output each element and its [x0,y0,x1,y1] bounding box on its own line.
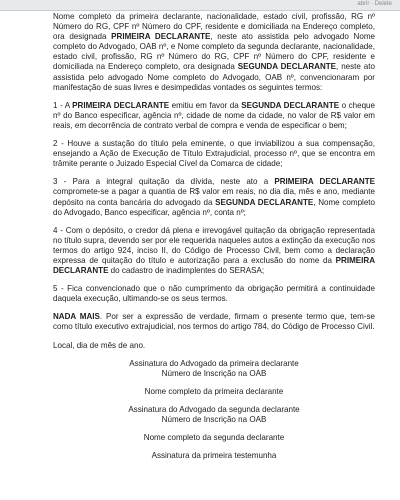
clause-2: 2 - Houve a sustação do título pela eminente, o que inviabilizou a sua compensação, ensejando a Ação de Execução de Título Extrajudicial, processo nº, que se encontra em trâmite perante o Juizado Especial Cível da Comarca de cidade; [53,139,375,169]
intro-bold-second: SEGUNDA DECLARANTE [237,62,337,72]
clause-3-bold-first: PRIMEIRA DECLARANTE [274,177,375,187]
document-body [53,12,375,469]
intro-text-a: Nome completo da primeira declarante, nacionalidade, estado civil, profissão, RG nº Número do RG, CPF nº Número do CPF, residente e domiciliada na Endereço completo, ora designada [53,12,375,42]
clause-4-bold-first: PRIMEIRA DECLARANTE [53,255,375,276]
signature-block-first-witness [53,451,375,461]
signature-first-declarant-name: Nome completo da primeira declarante [144,386,284,396]
signature-lawyer-first-line: Assinatura do Advogado da primeira declarante [129,358,299,368]
intro-bold-first: PRIMEIRA DECLARANTE [111,32,211,42]
intro-paragraph [53,12,375,93]
closing-text: . Por ser a expressão de verdade, firmam o presente termo que, tem-se como título executivo extrajudicial, nos termos do artigo 784, do Código de Processo Civil. [53,312,375,332]
clause-3-text-d: , Nome completo do Advogado, Banco especificar, agência nº, conta nº; [53,197,376,217]
signature-first-witness: Assinatura da primeira testemunha [151,450,277,460]
signature-lawyer-second-line: Assinatura do Advogado da segunda declarante [128,404,300,414]
clause-1 [53,101,375,131]
local-date: Local, dia de mês de ano. [53,340,146,350]
clause-3-text-a: 3 - Para a integral quitação da dívida, neste ato a [53,177,275,187]
clause-4-text-d: do cadastro de inadimplentes do SERASA; [108,266,265,276]
intro-text-d: , neste ato assistida pelo advogado Nome completo do Advogado, OAB nº, convencionaram por manifestação de suas livres e desimpedidas vontades os seguintes termos: [53,62,375,92]
closing-bold: NADA MAIS [53,312,100,322]
toolbar-hint[interactable]: abrir · Delete [357,1,392,7]
clause-1-text-a: 1 - A [53,100,73,110]
signature-lawyer-first-oab: Número de Inscrição na OAB [161,368,267,378]
closing-paragraph [53,312,375,332]
signature-block-lawyer-second [53,405,375,425]
top-bar [0,0,400,11]
signature-block-lawyer-first [53,359,375,379]
clause-3-text-c: compromete-se a pagar a quantia de R$ valor em reais, no dia dia, mês e ano, mediante depósito na conta bancária do advogado da [53,187,375,207]
signature-block-first-declarant [53,387,375,397]
clause-5: 5 - Fica convencionado que o não cumprimento da obrigação permitirá a continuidade daquela execução, ultimando-se os seus termos. [53,284,375,304]
clause-1-text-c: emitiu em favor da [169,100,242,110]
signature-lawyer-second-oab: Número de Inscrição na OAB [161,414,267,424]
clause-3 [53,177,375,217]
clause-4 [53,226,375,276]
signature-block-second-declarant [53,433,375,443]
signature-second-declarant-name: Nome completo da segunda declarante [143,432,285,442]
clause-1-bold-first: PRIMEIRA DECLARANTE [72,100,170,110]
clause-3-bold-second: SEGUNDA DECLARANTE [215,197,314,207]
clause-1-text-d: o cheque nº do Banco especificar, agência nº, cidade de nome da cidade, no valor de R$ valor em reais, em decorrência de contrato verbal de compra e venda de especificar o bem; [53,100,376,130]
clause-4-text-a: 4 - Com o depósito, o credor dá plena e irrevogável quitação da obrigação representada no título supra, devendo ser por ele requerida naqueles autos a extinção da execução nos termos do artigo 924, inciso II, do Código de Processo Civil, bem como a declaração expressa de quitação do título e autorização para a exclusão do nome da [53,225,375,265]
intro-text-c: , neste ato assistida pelo advogado Nome completo do Advogado, OAB nº, e Nome completo da segunda declarante, nacionalidade, estado civil, profissão, RG nº Número do RG, CPF nº Número do CPF, residente e domiciliada na Endereço completo, ora designada [53,32,375,72]
clause-1-bold-second: SEGUNDA DECLARANTE [241,100,340,110]
